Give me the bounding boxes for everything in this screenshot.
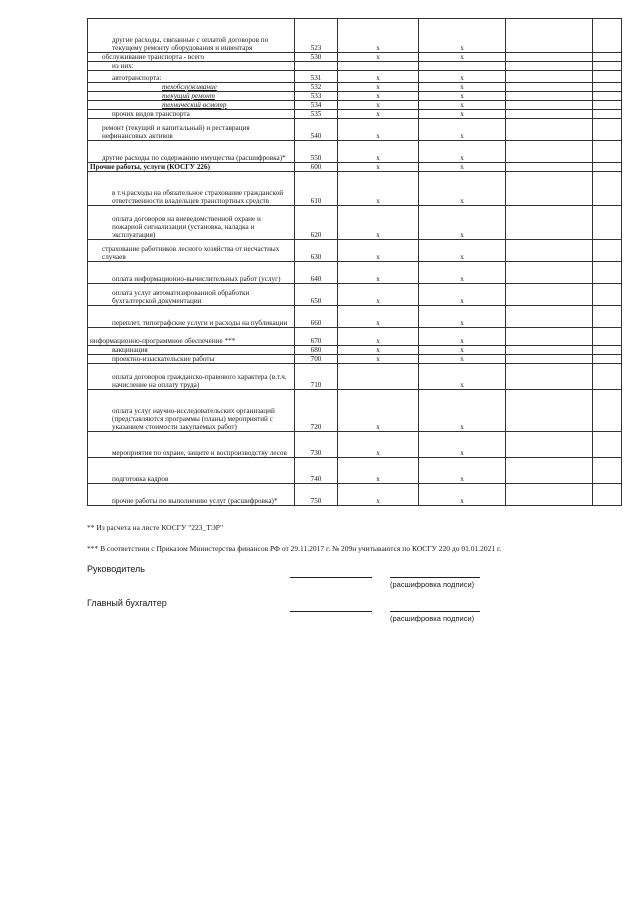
row-col4: x: [419, 355, 506, 364]
row-col6: [593, 458, 622, 484]
row-col5: [506, 119, 593, 141]
row-col6: [593, 119, 622, 141]
row-col6: [593, 484, 622, 506]
accountant-signature-line: [290, 611, 372, 612]
row-name: в т.ч.расходы на обязательное страхование гражданской ответственности владельцев транспортных средств: [88, 172, 295, 206]
row-name: из них:: [88, 62, 295, 71]
row-col5: [506, 206, 593, 240]
row-col3: x: [338, 83, 419, 92]
row-col5: [506, 92, 593, 101]
row-code: 640: [295, 262, 338, 284]
table-row: [88, 83, 622, 92]
row-name: проектно-изыскательские работы: [88, 355, 295, 364]
row-col5: [506, 101, 593, 110]
row-col3: x: [338, 206, 419, 240]
row-col5: [506, 240, 593, 262]
table-row: [88, 328, 622, 346]
table-row: [88, 355, 622, 364]
row-col6: [593, 62, 622, 71]
row-col3: x: [338, 92, 419, 101]
row-col4: x: [419, 306, 506, 328]
head-caption: (расшифровка подписи): [390, 580, 475, 589]
row-col4: x: [419, 240, 506, 262]
row-name: переплет, типографские услуги и расходы на публикации: [88, 306, 295, 328]
row-col3: x: [338, 141, 419, 163]
row-col4: x: [419, 19, 506, 53]
row-name: текущий ремонт: [88, 92, 295, 101]
row-col3: x: [338, 328, 419, 346]
row-col5: [506, 163, 593, 172]
row-name: мероприятия по охране, защите и воспроизводству лесов: [88, 432, 295, 458]
row-col5: [506, 432, 593, 458]
row-col4: x: [419, 262, 506, 284]
row-col4: x: [419, 432, 506, 458]
expense-table-body: [88, 19, 622, 506]
row-col6: [593, 284, 622, 306]
row-code: 730: [295, 432, 338, 458]
row-col5: [506, 110, 593, 119]
row-col3: x: [338, 240, 419, 262]
table-row: [88, 432, 622, 458]
row-col3: x: [338, 71, 419, 83]
row-col4: x: [419, 163, 506, 172]
head-name-line: [390, 577, 480, 578]
row-col3: [338, 364, 419, 390]
row-code: 650: [295, 284, 338, 306]
row-col5: [506, 355, 593, 364]
table-row: [88, 62, 622, 71]
footnote-1: ** Из расчета на листе КОСГУ "223_ТЭР": [87, 523, 224, 532]
row-col4: x: [419, 328, 506, 346]
row-col3: x: [338, 172, 419, 206]
row-name: оплата услуг научно-исследовательских организаций (представляются программы (планы) мероприятий с указанием стоимости закупаемых работ): [88, 390, 295, 432]
row-code: 532: [295, 83, 338, 92]
row-code: 535: [295, 110, 338, 119]
row-col3: x: [338, 355, 419, 364]
table-row: [88, 346, 622, 355]
row-code: 533: [295, 92, 338, 101]
row-col6: [593, 355, 622, 364]
row-col6: [593, 206, 622, 240]
table-row: [88, 458, 622, 484]
row-col6: [593, 262, 622, 284]
row-col6: [593, 19, 622, 53]
row-name: информационно-программное обеспечение ***: [88, 328, 295, 346]
row-name: автотранспорта:: [88, 71, 295, 83]
row-col4: x: [419, 390, 506, 432]
row-code: 530: [295, 53, 338, 62]
table-row: [88, 484, 622, 506]
row-col4: x: [419, 141, 506, 163]
row-col6: [593, 328, 622, 346]
row-col6: [593, 346, 622, 355]
table-row: [88, 71, 622, 83]
row-name: другие расходы, связанные с оплатой договоров по текущему ремонту оборудования и инвентаря: [88, 19, 295, 53]
footnote-2: *** В соответствии с Приказом Министерства финансов РФ от 29.11.2017 г. № 209н учитываются по КОСГУ 220 до 01.01.2021 г.: [87, 544, 502, 553]
table-row: [88, 19, 622, 53]
row-col4: x: [419, 364, 506, 390]
table-row: [88, 240, 622, 262]
row-name: Прочие работы, услуги (КОСГУ 226): [88, 163, 295, 172]
row-code: 550: [295, 141, 338, 163]
row-col3: x: [338, 484, 419, 506]
row-name: оплата информационно-вычислительных работ (услуг): [88, 262, 295, 284]
row-col3: x: [338, 346, 419, 355]
row-code: 660: [295, 306, 338, 328]
table-row: [88, 110, 622, 119]
row-code: 531: [295, 71, 338, 83]
row-col5: [506, 364, 593, 390]
row-col4: x: [419, 206, 506, 240]
row-col5: [506, 262, 593, 284]
row-name: другие расходы по содержанию имущества (расшифровка)*: [88, 141, 295, 163]
table-row: [88, 163, 622, 172]
row-col4: x: [419, 458, 506, 484]
expense-table: [87, 18, 622, 506]
row-col3: x: [338, 110, 419, 119]
row-col4: x: [419, 484, 506, 506]
row-col4: x: [419, 83, 506, 92]
row-col4: x: [419, 101, 506, 110]
row-name: оплата договоров на вневедомственной охране и пожарной сигнализации (установка, наладка и эксплуатация): [88, 206, 295, 240]
table-row: [88, 101, 622, 110]
head-label: Руководитель: [87, 564, 145, 574]
row-code: 740: [295, 458, 338, 484]
accountant-name-line: [390, 611, 480, 612]
row-col6: [593, 141, 622, 163]
table-row: [88, 390, 622, 432]
row-col6: [593, 364, 622, 390]
row-col4: x: [419, 346, 506, 355]
row-col3: x: [338, 458, 419, 484]
row-code: 700: [295, 355, 338, 364]
row-code: 600: [295, 163, 338, 172]
row-name: технический осмотр: [88, 101, 295, 110]
row-col6: [593, 390, 622, 432]
row-col5: [506, 71, 593, 83]
row-code: 620: [295, 206, 338, 240]
row-name: обслуживание транспорта - всего: [88, 53, 295, 62]
table-row: [88, 262, 622, 284]
row-col4: [419, 62, 506, 71]
row-name: подготовка кадров: [88, 458, 295, 484]
row-col5: [506, 346, 593, 355]
table-row: [88, 172, 622, 206]
row-col3: x: [338, 284, 419, 306]
row-col3: x: [338, 101, 419, 110]
row-col5: [506, 53, 593, 62]
row-name: техобслуживание: [88, 83, 295, 92]
row-code: 710: [295, 364, 338, 390]
row-name: прочих видов транспорта: [88, 110, 295, 119]
row-col5: [506, 328, 593, 346]
row-col3: x: [338, 19, 419, 53]
row-code: 670: [295, 328, 338, 346]
row-name: оплата договоров гражданско-правового характера (в.т.ч. начисление на оплату труда): [88, 364, 295, 390]
row-col4: x: [419, 110, 506, 119]
row-col6: [593, 172, 622, 206]
table-row: [88, 53, 622, 62]
row-col3: x: [338, 119, 419, 141]
head-signature-line: [290, 577, 372, 578]
row-col4: x: [419, 172, 506, 206]
row-col3: x: [338, 432, 419, 458]
row-col4: x: [419, 71, 506, 83]
row-code: 680: [295, 346, 338, 355]
row-code: 540: [295, 119, 338, 141]
row-col5: [506, 19, 593, 53]
row-code: 630: [295, 240, 338, 262]
row-name: вакцинация: [88, 346, 295, 355]
row-col3: x: [338, 306, 419, 328]
table-row: [88, 364, 622, 390]
row-name: оплата услуг автоматизированной обработки бухгалтерской документации: [88, 284, 295, 306]
row-col6: [593, 163, 622, 172]
row-col3: x: [338, 53, 419, 62]
row-col3: [338, 62, 419, 71]
row-col5: [506, 306, 593, 328]
row-col4: x: [419, 284, 506, 306]
row-col6: [593, 240, 622, 262]
accountant-label: Главный бухгалтер: [87, 598, 167, 608]
row-code: 534: [295, 101, 338, 110]
table-row: [88, 141, 622, 163]
table-row: [88, 284, 622, 306]
table-row: [88, 92, 622, 101]
row-col5: [506, 484, 593, 506]
row-col6: [593, 432, 622, 458]
row-col6: [593, 101, 622, 110]
row-col5: [506, 284, 593, 306]
row-col6: [593, 110, 622, 119]
row-col4: x: [419, 53, 506, 62]
table-row: [88, 306, 622, 328]
row-col5: [506, 172, 593, 206]
row-col3: x: [338, 390, 419, 432]
row-name: страхование работников лесного хозяйства от несчастных случаев: [88, 240, 295, 262]
row-col5: [506, 458, 593, 484]
row-code: [295, 62, 338, 71]
row-col3: x: [338, 262, 419, 284]
row-code: 610: [295, 172, 338, 206]
row-code: 720: [295, 390, 338, 432]
row-col3: x: [338, 163, 419, 172]
row-col5: [506, 390, 593, 432]
row-col5: [506, 62, 593, 71]
row-code: 523: [295, 19, 338, 53]
accountant-caption: (расшифровка подписи): [390, 614, 475, 623]
row-col4: x: [419, 92, 506, 101]
row-col6: [593, 92, 622, 101]
table-row: [88, 119, 622, 141]
row-col6: [593, 71, 622, 83]
row-name: прочие работы по выполнению услуг (расшифровка)*: [88, 484, 295, 506]
row-col4: x: [419, 119, 506, 141]
row-col5: [506, 141, 593, 163]
row-col6: [593, 306, 622, 328]
row-col5: [506, 83, 593, 92]
table-row: [88, 206, 622, 240]
row-col6: [593, 53, 622, 62]
row-col6: [593, 83, 622, 92]
row-name: ремонт (текущий и капитальный) и реставрация нефинансовых активов: [88, 119, 295, 141]
row-code: 750: [295, 484, 338, 506]
